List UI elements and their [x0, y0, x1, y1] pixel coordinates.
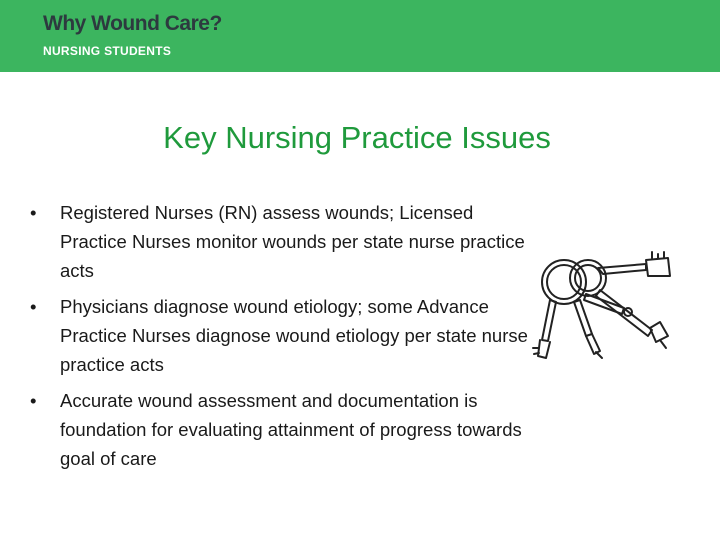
- bullet-item: [30, 198, 530, 285]
- bullet-item: [30, 292, 530, 379]
- bullet-text: Accurate wound assessment and documentation is foundation for evaluating attainment of progress towards goal of care: [60, 390, 522, 469]
- header-band: [0, 0, 720, 72]
- header-title: Why Wound Care?: [43, 12, 222, 35]
- bullet-dot: •: [30, 296, 37, 317]
- bullet-text: Registered Nurses (RN) assess wounds; Licensed Practice Nurses monitor wounds per state nurse practice acts: [60, 202, 525, 281]
- bullet-text: Physicians diagnose wound etiology; some Advance Practice Nurses diagnose wound etiology per state nurse practice acts: [60, 296, 528, 375]
- slide-title: Key Nursing Practice Issues: [163, 120, 551, 155]
- bullet-dot: •: [30, 390, 37, 411]
- bullet-item: [30, 386, 530, 473]
- keys-on-ring-icon: [528, 244, 676, 366]
- bullet-dot: •: [30, 202, 37, 223]
- header-subtitle: NURSING STUDENTS: [43, 44, 172, 58]
- bullet-list: [30, 198, 530, 480]
